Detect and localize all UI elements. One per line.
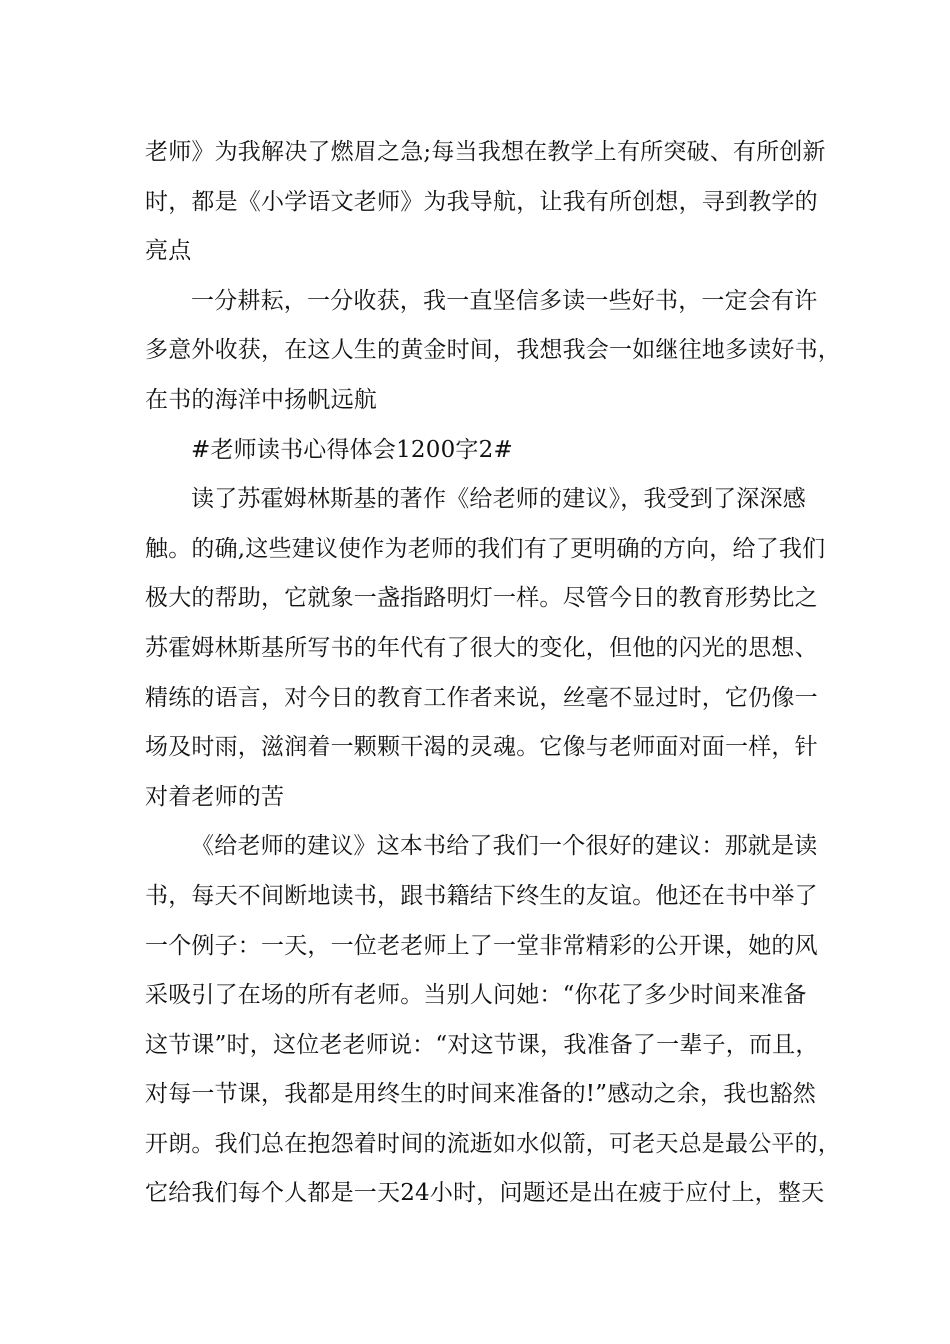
text-line: 读了苏霍姆林斯基的著作《给老师的建议》，我受到了深深感 bbox=[191, 486, 806, 513]
paragraph-reading-harvest bbox=[145, 277, 841, 426]
text-line: 《给老师的建议》这本书给了我们一个很好的建议：那就是读 bbox=[191, 833, 818, 860]
text-line: 书，每天不间断地读书，跟书籍结下终生的友谊。他还在书中举了 bbox=[145, 882, 818, 909]
heading-line: #老师读书心得体会1200字2# bbox=[191, 436, 513, 463]
paragraph-book-advice bbox=[145, 822, 841, 1219]
text-line: 时，都是《小学语文老师》为我导航，让我有所创想，寻到教学的 bbox=[145, 188, 818, 215]
text-line: 精练的语言，对今日的教育工作者来说，丝毫不显过时，它仍像一 bbox=[145, 684, 818, 711]
paragraph-suggestions bbox=[145, 475, 825, 822]
text-line: 极大的帮助，它就象一盏指路明灯一样。尽管今日的教育形势比之 bbox=[145, 585, 818, 612]
text-line: 在书的海洋中扬帆远航 bbox=[145, 386, 377, 413]
text-line: 它给我们每个人都是一天24小时，问题还是出在疲于应付上，整天 bbox=[145, 1180, 825, 1207]
text-line: 触。的确,这些建议使作为老师的我们有了更明确的方向，给了我们 bbox=[145, 535, 826, 562]
text-line: 对着老师的苦 bbox=[145, 783, 285, 810]
text-line: 一分耕耘，一分收获，我一直坚信多读一些好书，一定会有许 bbox=[191, 287, 818, 314]
text-line: 场及时雨，滋润着一颗颗干渴的灵魂。它像与老师面对面一样，针 bbox=[145, 734, 818, 761]
text-line: 亮点 bbox=[145, 238, 192, 265]
paragraph-continuation bbox=[145, 128, 825, 277]
text-line: 一个例子：一天，一位老老师上了一堂非常精彩的公开课，她的风 bbox=[145, 932, 818, 959]
section-heading bbox=[145, 426, 825, 476]
text-line: 苏霍姆林斯基所写书的年代有了很大的变化，但他的闪光的思想、 bbox=[145, 634, 818, 661]
text-line: 这节课”时，这位老老师说：“对这节课，我准备了一辈子，而且， bbox=[145, 1031, 819, 1058]
text-line: 多意外收获，在这人生的黄金时间，我想我会一如继往地多读好书， bbox=[145, 337, 841, 364]
document-page bbox=[145, 128, 841, 1219]
text-line: 老师》为我解决了燃眉之急;每当我想在教学上有所突破、有所创新 bbox=[145, 139, 826, 165]
text-line: 开朗。我们总在抱怨着时间的流逝如水似箭，可老天总是最公平的， bbox=[145, 1130, 841, 1157]
text-line: 对每一节课，我都是用终生的时间来准备的!”感动之余，我也豁然 bbox=[145, 1081, 817, 1108]
text-line: 采吸引了在场的所有老师。当别人问她：“你花了多少时间来准备 bbox=[145, 982, 807, 1009]
